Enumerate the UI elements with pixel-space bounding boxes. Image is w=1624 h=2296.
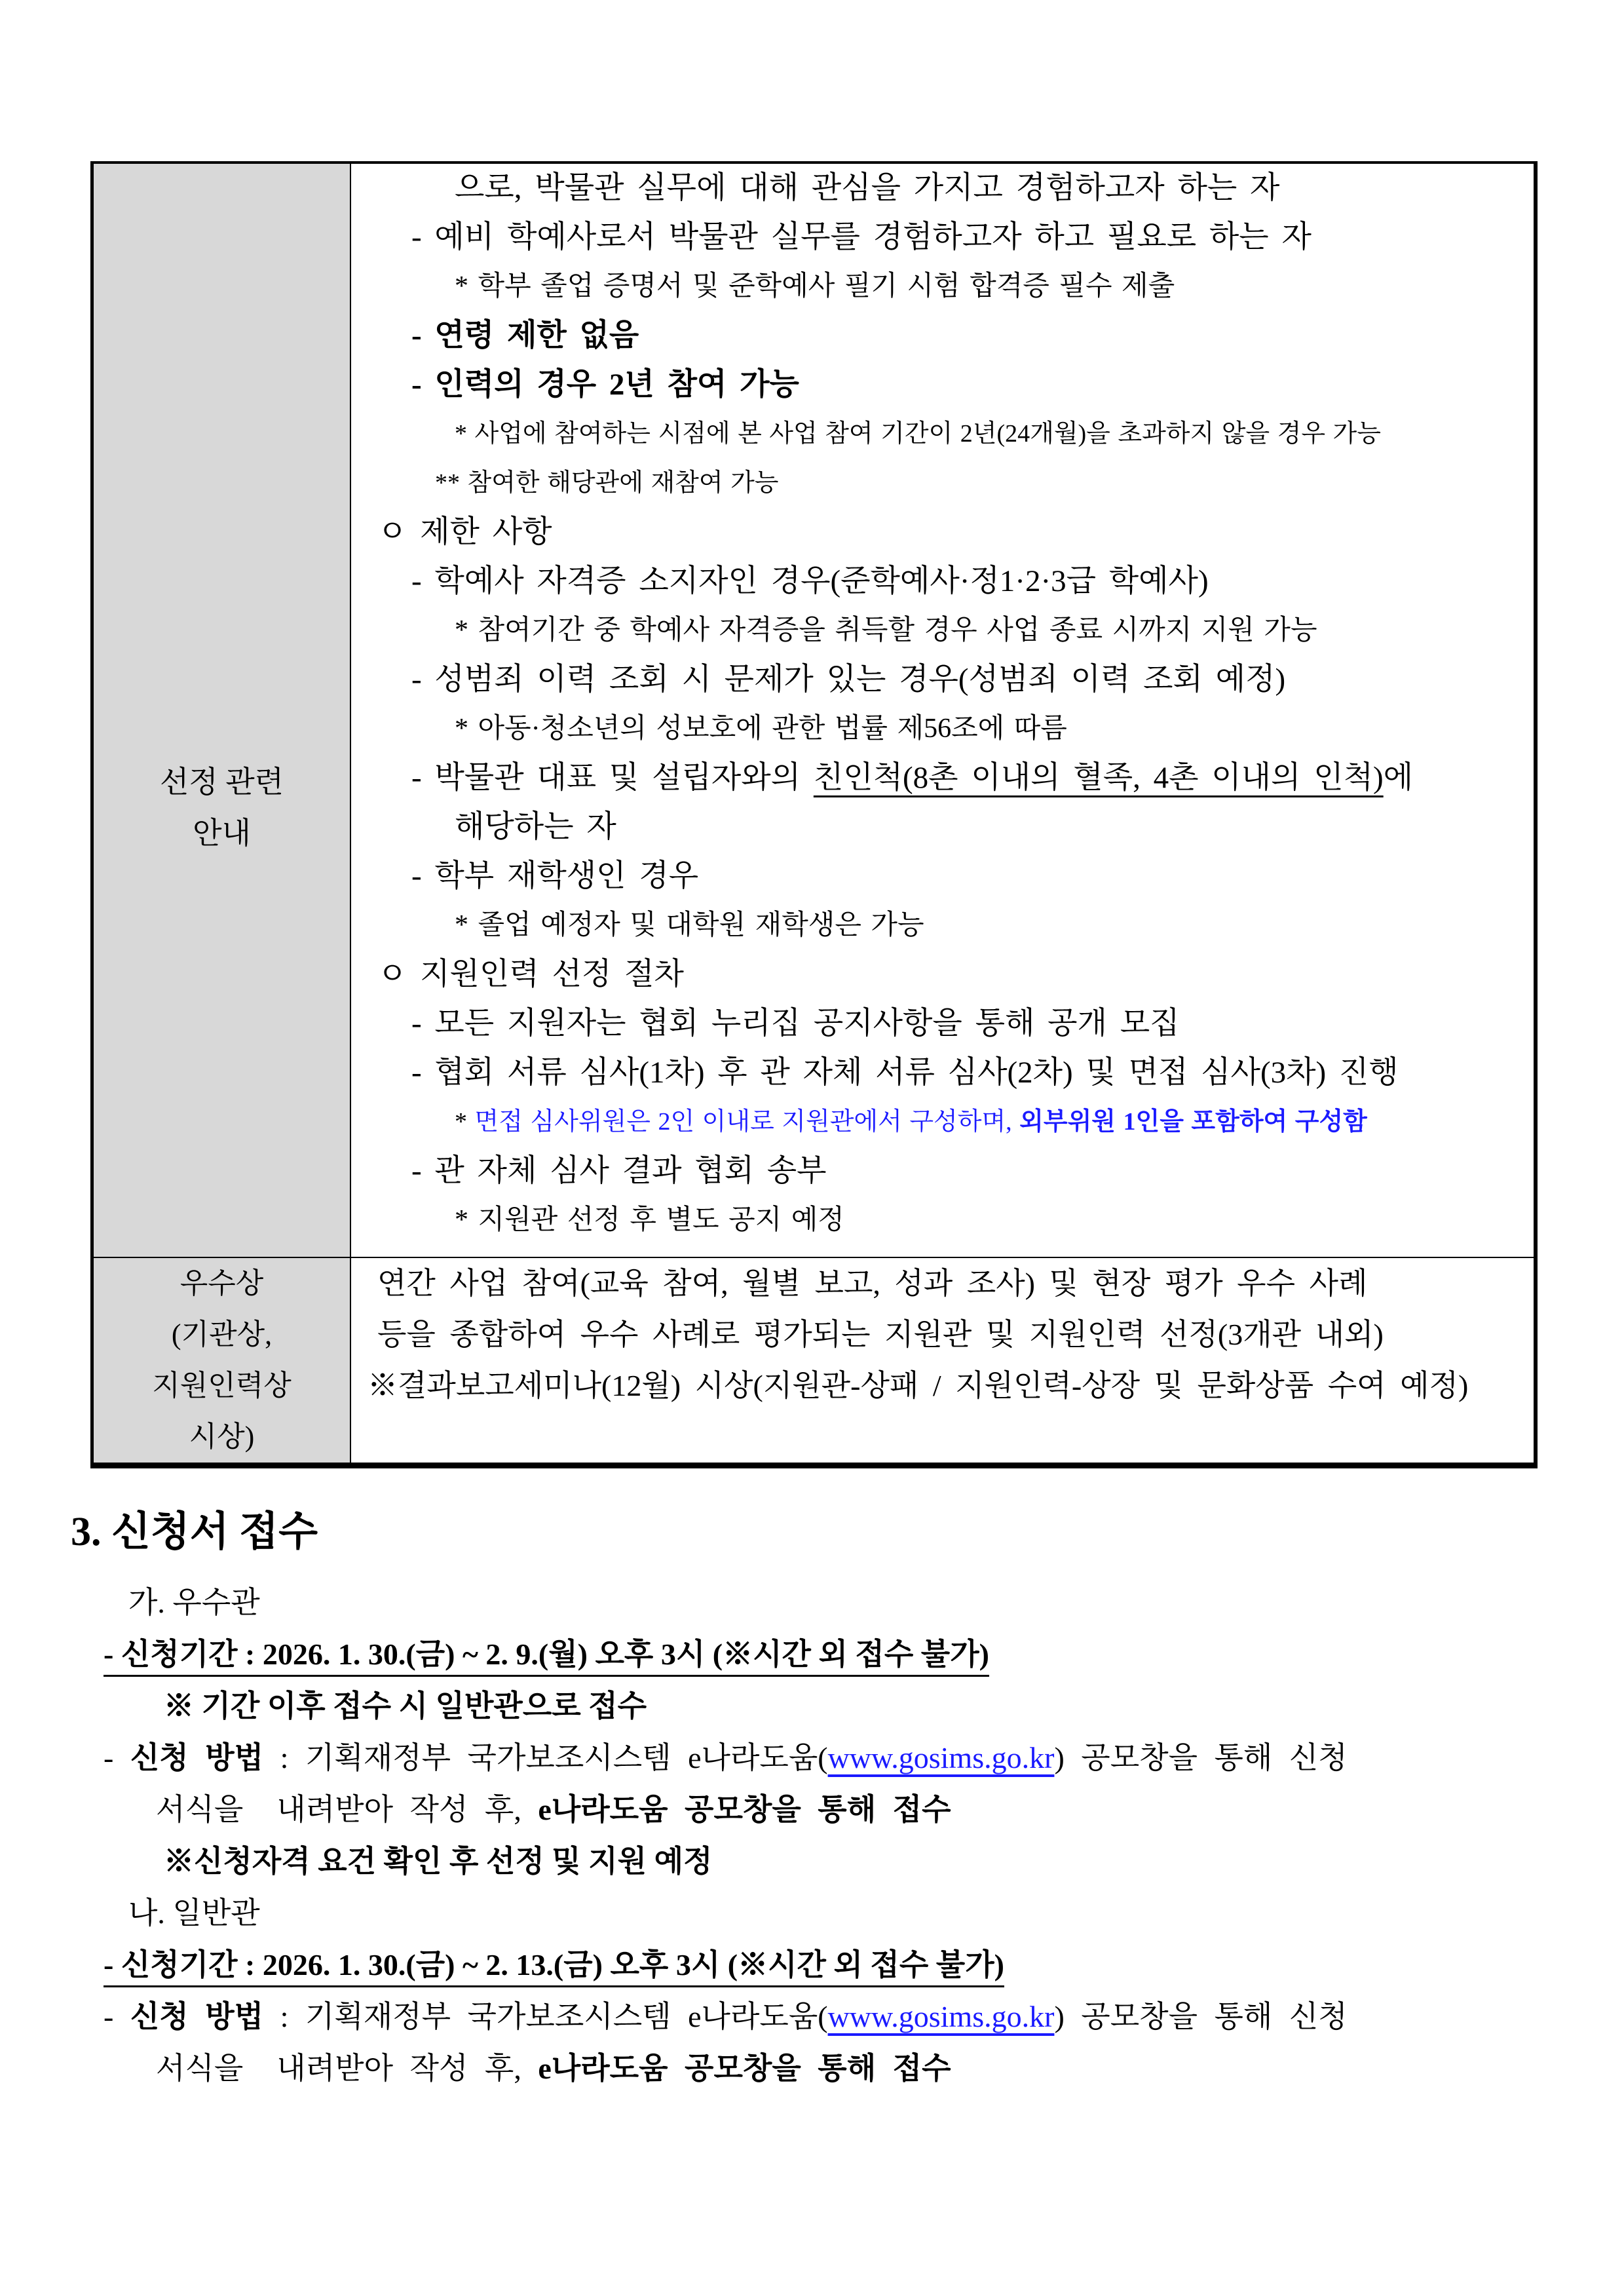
period-note-a: ※ 기간 이후 접수 시 일반관으로 접수 <box>164 1689 647 1723</box>
text-line: - 학부 재학생인 경우 <box>411 859 699 893</box>
method-bold-text: e나라도움 공모창을 통해 접수 <box>538 2052 951 2085</box>
selection-info-table <box>90 161 1538 1468</box>
text-line: - 예비 학예사로서 박물관 실무를 경험하고자 하고 필요로 하는 자 <box>411 220 1312 254</box>
method-bold-text: e나라도움 공모창을 통해 접수 <box>538 1793 951 1826</box>
text-line: * 사업에 참여하는 시점에 본 사업 참여 기간이 2년(24개월)을 초과하지 않을 경우 가능 <box>455 420 1381 448</box>
method-text: ) 공모창을 통해 신청 <box>1054 1741 1348 1774</box>
method-text: 서식을 내려받아 작성 후, <box>156 1793 538 1826</box>
text-line-relatives <box>351 754 1534 803</box>
blue-note-text: 면접 심사위원은 2인 이내로 지원관에서 구성하며, <box>474 1108 1020 1136</box>
text-line: - 연령 제한 없음 <box>411 318 639 353</box>
row-label-line: (기관상, <box>171 1318 273 1350</box>
text-line: 등을 종합하여 우수 사례로 평가되는 지원관 및 지원인력 선정(3개관 내외) <box>377 1318 1384 1351</box>
text-line: 해당하는 자 <box>455 810 616 844</box>
application-method-a <box>104 1732 1624 1784</box>
text-line: ㅇ 지원인력 선정 절차 <box>377 957 684 991</box>
row-label-award <box>92 1257 351 1466</box>
text-line: ㅇ 제한 사항 <box>377 515 552 549</box>
text-line: 으로, 박물관 실무에 대해 관심을 가지고 경험하고자 하는 자 <box>455 171 1280 205</box>
text-line: - 인력의 경우 2년 참여 가능 <box>411 368 799 402</box>
method-text: : 기획재정부 국가보조시스템 e나라도움( <box>263 1741 828 1774</box>
row-label-line: 우수상 <box>179 1267 264 1299</box>
text-line: - 관 자체 심사 결과 협회 송부 <box>411 1154 827 1188</box>
row-label-line: 시상) <box>189 1421 255 1453</box>
application-method-b <box>104 1991 1624 2042</box>
table-row-selection-guide <box>92 163 1536 1257</box>
row-label-line: 선정 관련 <box>159 765 284 799</box>
method-text: 서식을 내려받아 작성 후, <box>156 2052 538 2085</box>
application-method-b-line2 <box>156 2042 1624 2094</box>
text-line: * 학부 졸업 증명서 및 준학예사 필기 시험 합격증 필수 제출 <box>455 271 1175 301</box>
application-method-a-line2 <box>156 1784 1624 1835</box>
method-text: ) 공모창을 통해 신청 <box>1054 2000 1348 2033</box>
application-period-b: - 신청기간 : 2026. 1. 30.(금) ~ 2. 13.(금) 오후 3시 (※시간 외 접수 불가) <box>104 1948 1004 1981</box>
underlined-relatives-text: 친인척(8촌 이내의 혈족, 4촌 이내의 인척) <box>813 761 1384 795</box>
method-label: 신청 방법 <box>130 2000 264 2033</box>
row-label-line: 지원인력상 <box>152 1369 292 1402</box>
text-segment: - 박물관 대표 및 설립자와의 <box>411 761 814 795</box>
row-label-inner <box>94 164 350 859</box>
gosims-link[interactable]: www.gosims.go.kr <box>827 1741 1055 1774</box>
text-segment: 에 <box>1383 761 1414 795</box>
text-line: ** 참여한 해당관에 재참여 가능 <box>435 469 779 497</box>
method-label: 신청 방법 <box>130 1741 264 1774</box>
subsection-a-title: 가. 우수관 <box>128 1586 260 1619</box>
dash-marker: - <box>104 1741 130 1774</box>
text-line: * 참여기간 중 학예사 자격증을 취득할 경우 사업 종료 시까지 지원 가능 <box>455 615 1317 645</box>
row-label-line: 안내 <box>193 816 251 850</box>
qualification-note-a: ※신청자격 요건 확인 후 선정 및 지원 예정 <box>164 1845 713 1878</box>
section-title: 3. 신청서 접수 <box>71 1510 318 1554</box>
text-line: * 졸업 예정자 및 대학원 재학생은 가능 <box>455 910 924 940</box>
subsection-b-title: 나. 일반관 <box>128 1896 260 1930</box>
text-line: - 학예사 자격증 소지자인 경우(준학예사·정1·2·3급 학예사) <box>411 564 1209 598</box>
row-label-selection-guide <box>92 163 351 1257</box>
star-marker: * <box>455 1108 475 1136</box>
text-line: - 협회 서류 심사(1차) 후 관 자체 서류 심사(2차) 및 면접 심사(3차) 진행 <box>411 1056 1399 1090</box>
text-line: - 성범죄 이력 조회 시 문제가 있는 경우(성범죄 이력 조회 예정) <box>411 662 1286 697</box>
text-line: * 지원관 선정 후 별도 공지 예정 <box>455 1205 844 1235</box>
section-application-submission <box>0 1504 1624 2094</box>
dash-marker: - <box>104 2000 130 2033</box>
table-row-award <box>92 1257 1536 1466</box>
application-period-a: - 신청기간 : 2026. 1. 30.(금) ~ 2. 9.(월) 오후 3시 (※시간 외 접수 불가) <box>104 1637 989 1671</box>
text-line: * 아동·청소년의 성보호에 관한 법률 제56조에 따름 <box>455 714 1067 744</box>
text-line: ※결과보고세미나(12월) 시상(지원관-상패 / 지원인력-상장 및 문화상품 수여 예정) <box>368 1369 1469 1402</box>
text-line-interview-note <box>351 1098 1534 1147</box>
award-content <box>350 1257 1536 1466</box>
text-line: - 모든 지원자는 협회 누리집 공지사항을 통해 공개 모집 <box>411 1006 1180 1041</box>
text-line: 연간 사업 참여(교육 참여, 월별 보고, 성과 조사) 및 현장 평가 우수 사례 <box>377 1267 1368 1300</box>
blue-bold-note-text: 외부위원 1인을 포함하여 구성함 <box>1019 1108 1367 1136</box>
method-text: : 기획재정부 국가보조시스템 e나라도움( <box>263 2000 828 2033</box>
gosims-link[interactable]: www.gosims.go.kr <box>827 2000 1055 2033</box>
selection-guide-content <box>350 163 1536 1257</box>
